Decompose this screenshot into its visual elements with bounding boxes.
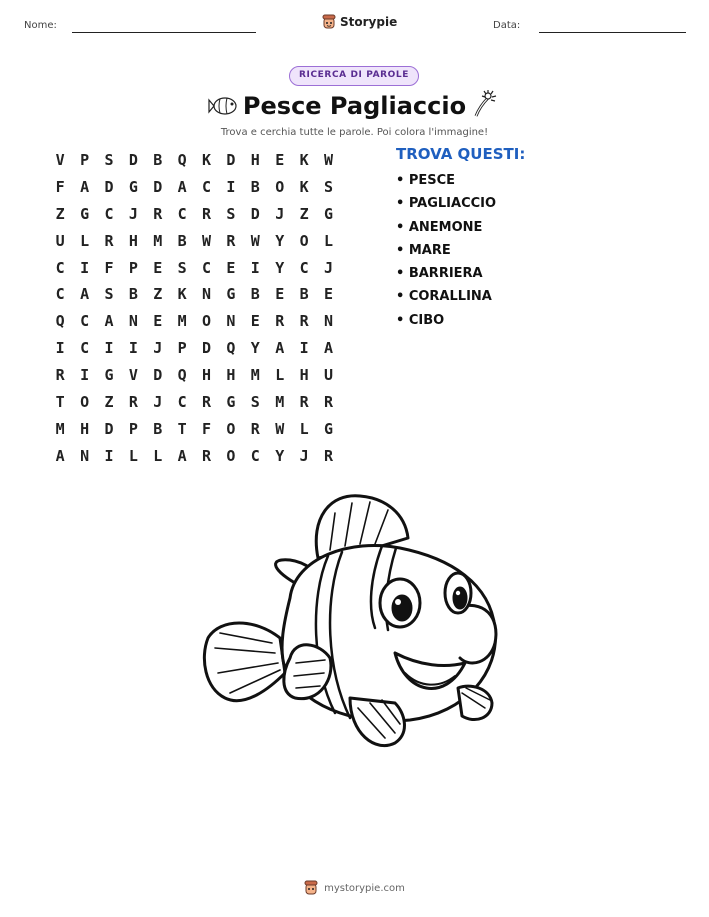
grid-cell[interactable]: K [299,151,309,169]
grid-cell[interactable]: R [202,393,212,412]
grid-cell[interactable]: A [80,177,90,196]
word-item: • CIBO [396,312,445,328]
grid-cell[interactable]: B [299,285,309,304]
grid-cell[interactable]: I [55,339,65,358]
grid-cell[interactable]: C [104,204,114,223]
grid-row [48,419,341,446]
grid-cell[interactable]: A [55,446,65,465]
word-item: • ANEMONE [396,219,483,235]
grid-cell[interactable]: C [202,258,212,277]
word-search-grid[interactable] [48,150,341,473]
grid-cell[interactable]: Z [299,204,309,223]
grid-cell[interactable]: D [104,419,114,438]
grid-cell[interactable]: C [202,177,212,196]
grid-cell[interactable]: C [80,312,90,331]
grid-cell[interactable]: J [299,446,309,465]
grid-row [48,365,341,392]
grid-cell[interactable]: F [55,177,65,196]
grid-row [48,204,341,231]
grid-cell[interactable]: P [128,419,138,438]
page-title: Pesce Pagliaccio [242,92,467,120]
grid-cell[interactable]: E [250,312,260,331]
grid-row [48,284,341,311]
grid-cell[interactable]: R [250,419,260,438]
grid-cell[interactable]: O [80,393,90,412]
grid-cell[interactable]: N [128,312,138,331]
grid-cell[interactable]: Q [177,151,187,169]
grid-cell[interactable]: M [250,366,260,385]
grid-cell[interactable]: S [250,393,260,412]
grid-cell[interactable]: H [202,366,212,385]
grid-cell[interactable]: R [55,366,65,385]
grid-cell[interactable]: Y [275,231,285,250]
grid-cell[interactable]: P [128,258,138,277]
grid-cell[interactable]: W [275,419,285,438]
grid-cell[interactable]: S [104,151,114,169]
grid-row [48,177,341,204]
grid-cell[interactable]: R [323,393,333,412]
grid-cell[interactable]: C [299,258,309,277]
grid-cell[interactable]: D [104,177,114,196]
name-line [72,32,256,33]
grid-cell[interactable]: Q [177,366,187,385]
grid-cell[interactable]: Z [104,393,114,412]
grid-cell[interactable]: S [323,177,333,196]
grid-cell[interactable]: J [323,258,333,277]
grid-cell[interactable]: E [275,285,285,304]
grid-cell[interactable]: C [55,285,65,304]
grid-row [48,338,341,365]
grid-row [48,446,341,473]
footer-url[interactable]: mystorypie.com [324,882,405,894]
grid-cell[interactable]: L [323,231,333,250]
grid-cell[interactable]: Y [250,339,260,358]
storypie-logo-icon [322,14,336,30]
grid-cell[interactable]: W [323,151,333,169]
grid-cell[interactable]: H [80,419,90,438]
word-item: • PESCE [396,173,456,188]
grid-cell[interactable]: S [104,285,114,304]
anemone-icon [470,88,500,118]
grid-cell[interactable]: J [275,204,285,223]
brand-logo [322,14,397,30]
grid-cell[interactable]: G [128,177,138,196]
grid-cell[interactable]: D [250,204,260,223]
grid-row [48,231,341,258]
grid-cell[interactable]: A [177,446,187,465]
grid-cell[interactable]: O [275,177,285,196]
storypie-logo-icon [304,880,318,896]
grid-cell[interactable]: I [226,177,236,196]
grid-row [48,311,341,338]
grid-cell[interactable]: D [202,339,212,358]
grid-row [48,392,341,419]
grid-cell[interactable]: E [153,312,163,331]
grid-cell[interactable]: H [226,366,236,385]
grid-cell[interactable]: E [275,151,285,169]
grid-cell[interactable]: L [299,419,309,438]
grid-cell[interactable]: G [104,366,114,385]
grid-cell[interactable]: N [202,285,212,304]
grid-cell[interactable]: I [104,446,114,465]
grid-cell[interactable]: J [153,393,163,412]
word-item: • CORALLINA [396,289,492,305]
grid-cell[interactable]: L [153,446,163,465]
grid-cell[interactable]: A [80,285,90,304]
grid-cell[interactable]: R [323,446,333,465]
grid-cell[interactable]: F [104,258,114,277]
grid-cell[interactable]: H [128,231,138,250]
grid-cell[interactable]: C [250,446,260,465]
grid-cell[interactable]: R [226,231,236,250]
grid-cell[interactable]: G [323,204,333,223]
grid-cell[interactable]: R [128,393,138,412]
grid-cell[interactable]: D [128,151,138,169]
grid-cell[interactable]: Y [275,446,285,465]
grid-cell[interactable]: B [250,177,260,196]
grid-cell[interactable]: J [128,204,138,223]
grid-cell[interactable]: R [153,204,163,223]
grid-cell[interactable]: M [275,393,285,412]
grid-cell[interactable]: V [55,151,65,169]
grid-cell[interactable]: Y [275,258,285,277]
grid-cell[interactable]: G [226,393,236,412]
grid-cell[interactable]: E [153,258,163,277]
grid-cell[interactable]: M [153,231,163,250]
grid-cell[interactable]: Z [55,204,65,223]
grid-cell[interactable]: D [226,151,236,169]
grid-row [48,150,341,177]
grid-cell[interactable]: M [177,312,187,331]
grid-cell[interactable]: W [250,231,260,250]
word-item: • BARRIERA [396,266,483,282]
grid-cell[interactable]: V [128,366,138,385]
grid-cell[interactable]: O [202,312,212,331]
grid-cell[interactable]: R [202,204,212,223]
grid-cell[interactable]: T [55,393,65,412]
grid-cell[interactable]: H [250,151,260,169]
grid-cell[interactable]: R [104,231,114,250]
grid-cell[interactable]: C [55,258,65,277]
grid-cell[interactable]: R [202,446,212,465]
grid-cell[interactable]: R [299,312,309,331]
grid-cell[interactable]: O [226,446,236,465]
grid-cell[interactable]: Q [226,339,236,358]
grid-cell[interactable]: O [226,419,236,438]
grid-cell[interactable]: I [80,258,90,277]
grid-cell[interactable]: L [128,446,138,465]
grid-cell[interactable]: K [177,285,187,304]
grid-cell[interactable]: R [299,393,309,412]
grid-cell[interactable]: I [80,366,90,385]
grid-cell[interactable]: P [177,339,187,358]
grid-cell[interactable]: O [299,231,309,250]
grid-cell[interactable]: E [226,258,236,277]
grid-cell[interactable]: G [80,204,90,223]
grid-cell[interactable]: G [323,419,333,438]
grid-cell[interactable]: N [323,312,333,331]
grid-cell[interactable]: A [323,339,333,358]
grid-cell[interactable]: N [226,312,236,331]
grid-cell[interactable]: C [177,393,187,412]
clownfish-illustration[interactable] [200,488,510,768]
grid-row [48,258,341,285]
grid-cell[interactable]: A [177,177,187,196]
grid-cell[interactable]: L [80,231,90,250]
brand-name: Storypie [340,15,398,29]
grid-cell[interactable]: D [153,177,163,196]
grid-cell[interactable]: J [153,339,163,358]
grid-cell[interactable]: H [299,366,309,385]
grid-cell[interactable]: K [202,151,212,169]
grid-cell[interactable]: N [80,446,90,465]
grid-cell[interactable]: F [202,419,212,438]
grid-cell[interactable]: B [250,285,260,304]
grid-cell[interactable]: D [153,366,163,385]
date-label: Data: [493,20,521,31]
grid-cell[interactable]: B [177,231,187,250]
grid-cell[interactable]: A [104,312,114,331]
grid-cell[interactable]: B [128,285,138,304]
word-list [396,171,496,334]
grid-cell[interactable]: I [104,339,114,358]
word-list-title: TROVA QUESTI: [396,145,526,163]
grid-cell[interactable]: M [55,419,65,438]
footer [0,880,709,896]
instructions: Trova e cerchia tutte le parole. Poi colora l'immagine! [220,127,489,138]
grid-cell[interactable]: S [226,204,236,223]
grid-cell[interactable]: Z [153,285,163,304]
grid-cell[interactable]: W [202,231,212,250]
grid-cell[interactable]: I [250,258,260,277]
grid-cell[interactable]: U [55,231,65,250]
grid-cell[interactable]: R [275,312,285,331]
grid-cell[interactable]: K [299,177,309,196]
activity-badge: RICERCA DI PAROLE [289,66,419,86]
grid-cell[interactable]: L [275,366,285,385]
grid-cell[interactable]: A [275,339,285,358]
grid-cell[interactable]: G [226,285,236,304]
grid-cell[interactable]: I [128,339,138,358]
grid-cell[interactable]: E [323,285,333,304]
grid-cell[interactable]: C [80,339,90,358]
grid-cell[interactable]: S [177,258,187,277]
name-label: Nome: [24,20,57,31]
grid-cell[interactable]: T [177,419,187,438]
grid-cell[interactable]: C [177,204,187,223]
grid-cell[interactable]: B [153,419,163,438]
word-item: • PAGLIACCIO [396,196,497,212]
grid-cell[interactable]: B [153,151,163,169]
grid-cell[interactable]: Q [55,312,65,331]
date-line [539,32,686,33]
word-item: • MARE [396,242,451,258]
grid-cell[interactable]: U [323,366,333,385]
grid-cell[interactable]: P [80,151,90,169]
grid-cell[interactable]: I [299,339,309,358]
